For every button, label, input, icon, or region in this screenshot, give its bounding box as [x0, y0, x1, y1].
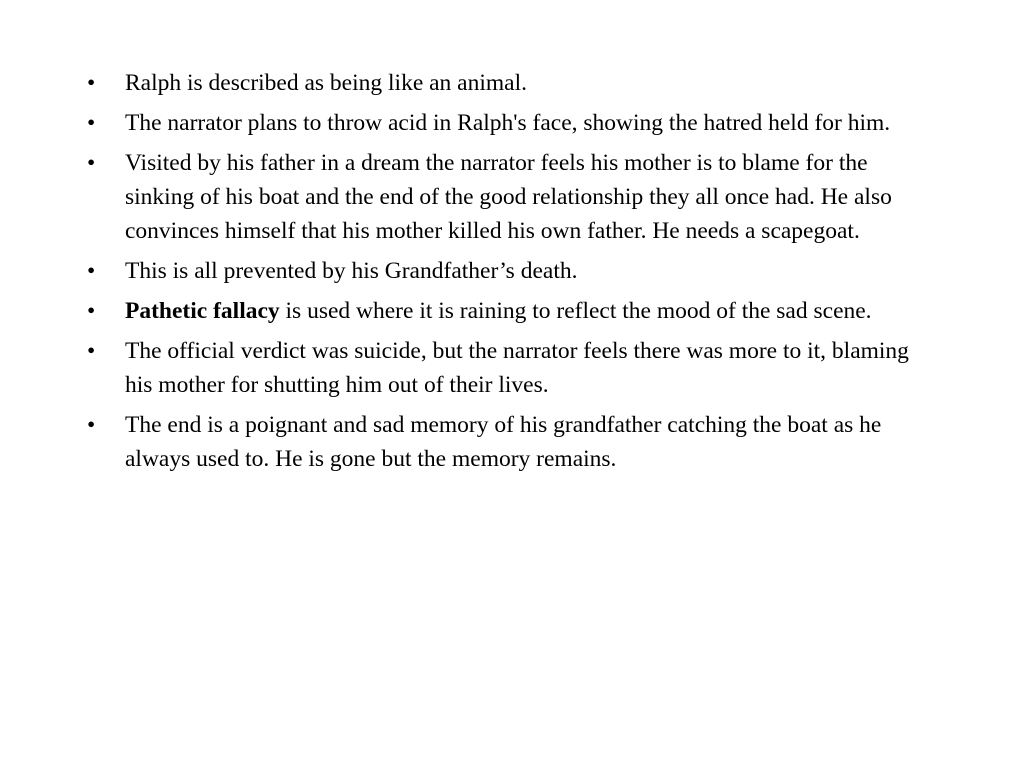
bullet-marker: • — [87, 298, 96, 324]
bullet-marker: • — [87, 412, 96, 438]
bullet-item-verdict — [87, 334, 932, 402]
bullet-item-grandfather-death — [87, 254, 932, 288]
bullet-item-acid-plan — [87, 106, 932, 140]
bullet-text: This is all prevented by his Grandfather’s death. — [125, 258, 578, 284]
bullet-item-ralph-animal — [87, 66, 932, 100]
bullet-text: is used where it is raining to reflect the mood of the sad scene. — [279, 298, 872, 324]
bullet-text: The end is a poignant and sad memory of his grandfather catching the boat as he always used to. He is gone but the memory remains. — [125, 412, 882, 472]
bullet-marker: • — [87, 258, 96, 284]
bullet-marker: • — [87, 110, 96, 136]
bullet-bold-term: Pathetic fallacy — [125, 298, 280, 324]
bullet-text: The official verdict was suicide, but the narrator feels there was more to it, blaming his mother for shutting him out of their lives. — [125, 338, 909, 398]
bullet-marker: • — [87, 150, 96, 176]
bullet-item-ending — [87, 408, 932, 476]
bullet-text: The narrator plans to throw acid in Ralph's face, showing the hatred held for him. — [125, 110, 891, 136]
bullet-marker: • — [87, 70, 96, 96]
bullet-item-pathetic-fallacy — [87, 294, 932, 328]
bullet-item-dream — [87, 146, 932, 248]
bullet-text: Visited by his father in a dream the narrator feels his mother is to blame for the sinking of his boat and the end of the good relationship they all once had. He also convinces himself that his mother killed his own father. He needs a scapegoat. — [125, 150, 892, 244]
bullet-marker: • — [87, 338, 96, 364]
bullet-text: Ralph is described as being like an animal. — [125, 70, 528, 96]
bullet-list — [87, 66, 932, 482]
